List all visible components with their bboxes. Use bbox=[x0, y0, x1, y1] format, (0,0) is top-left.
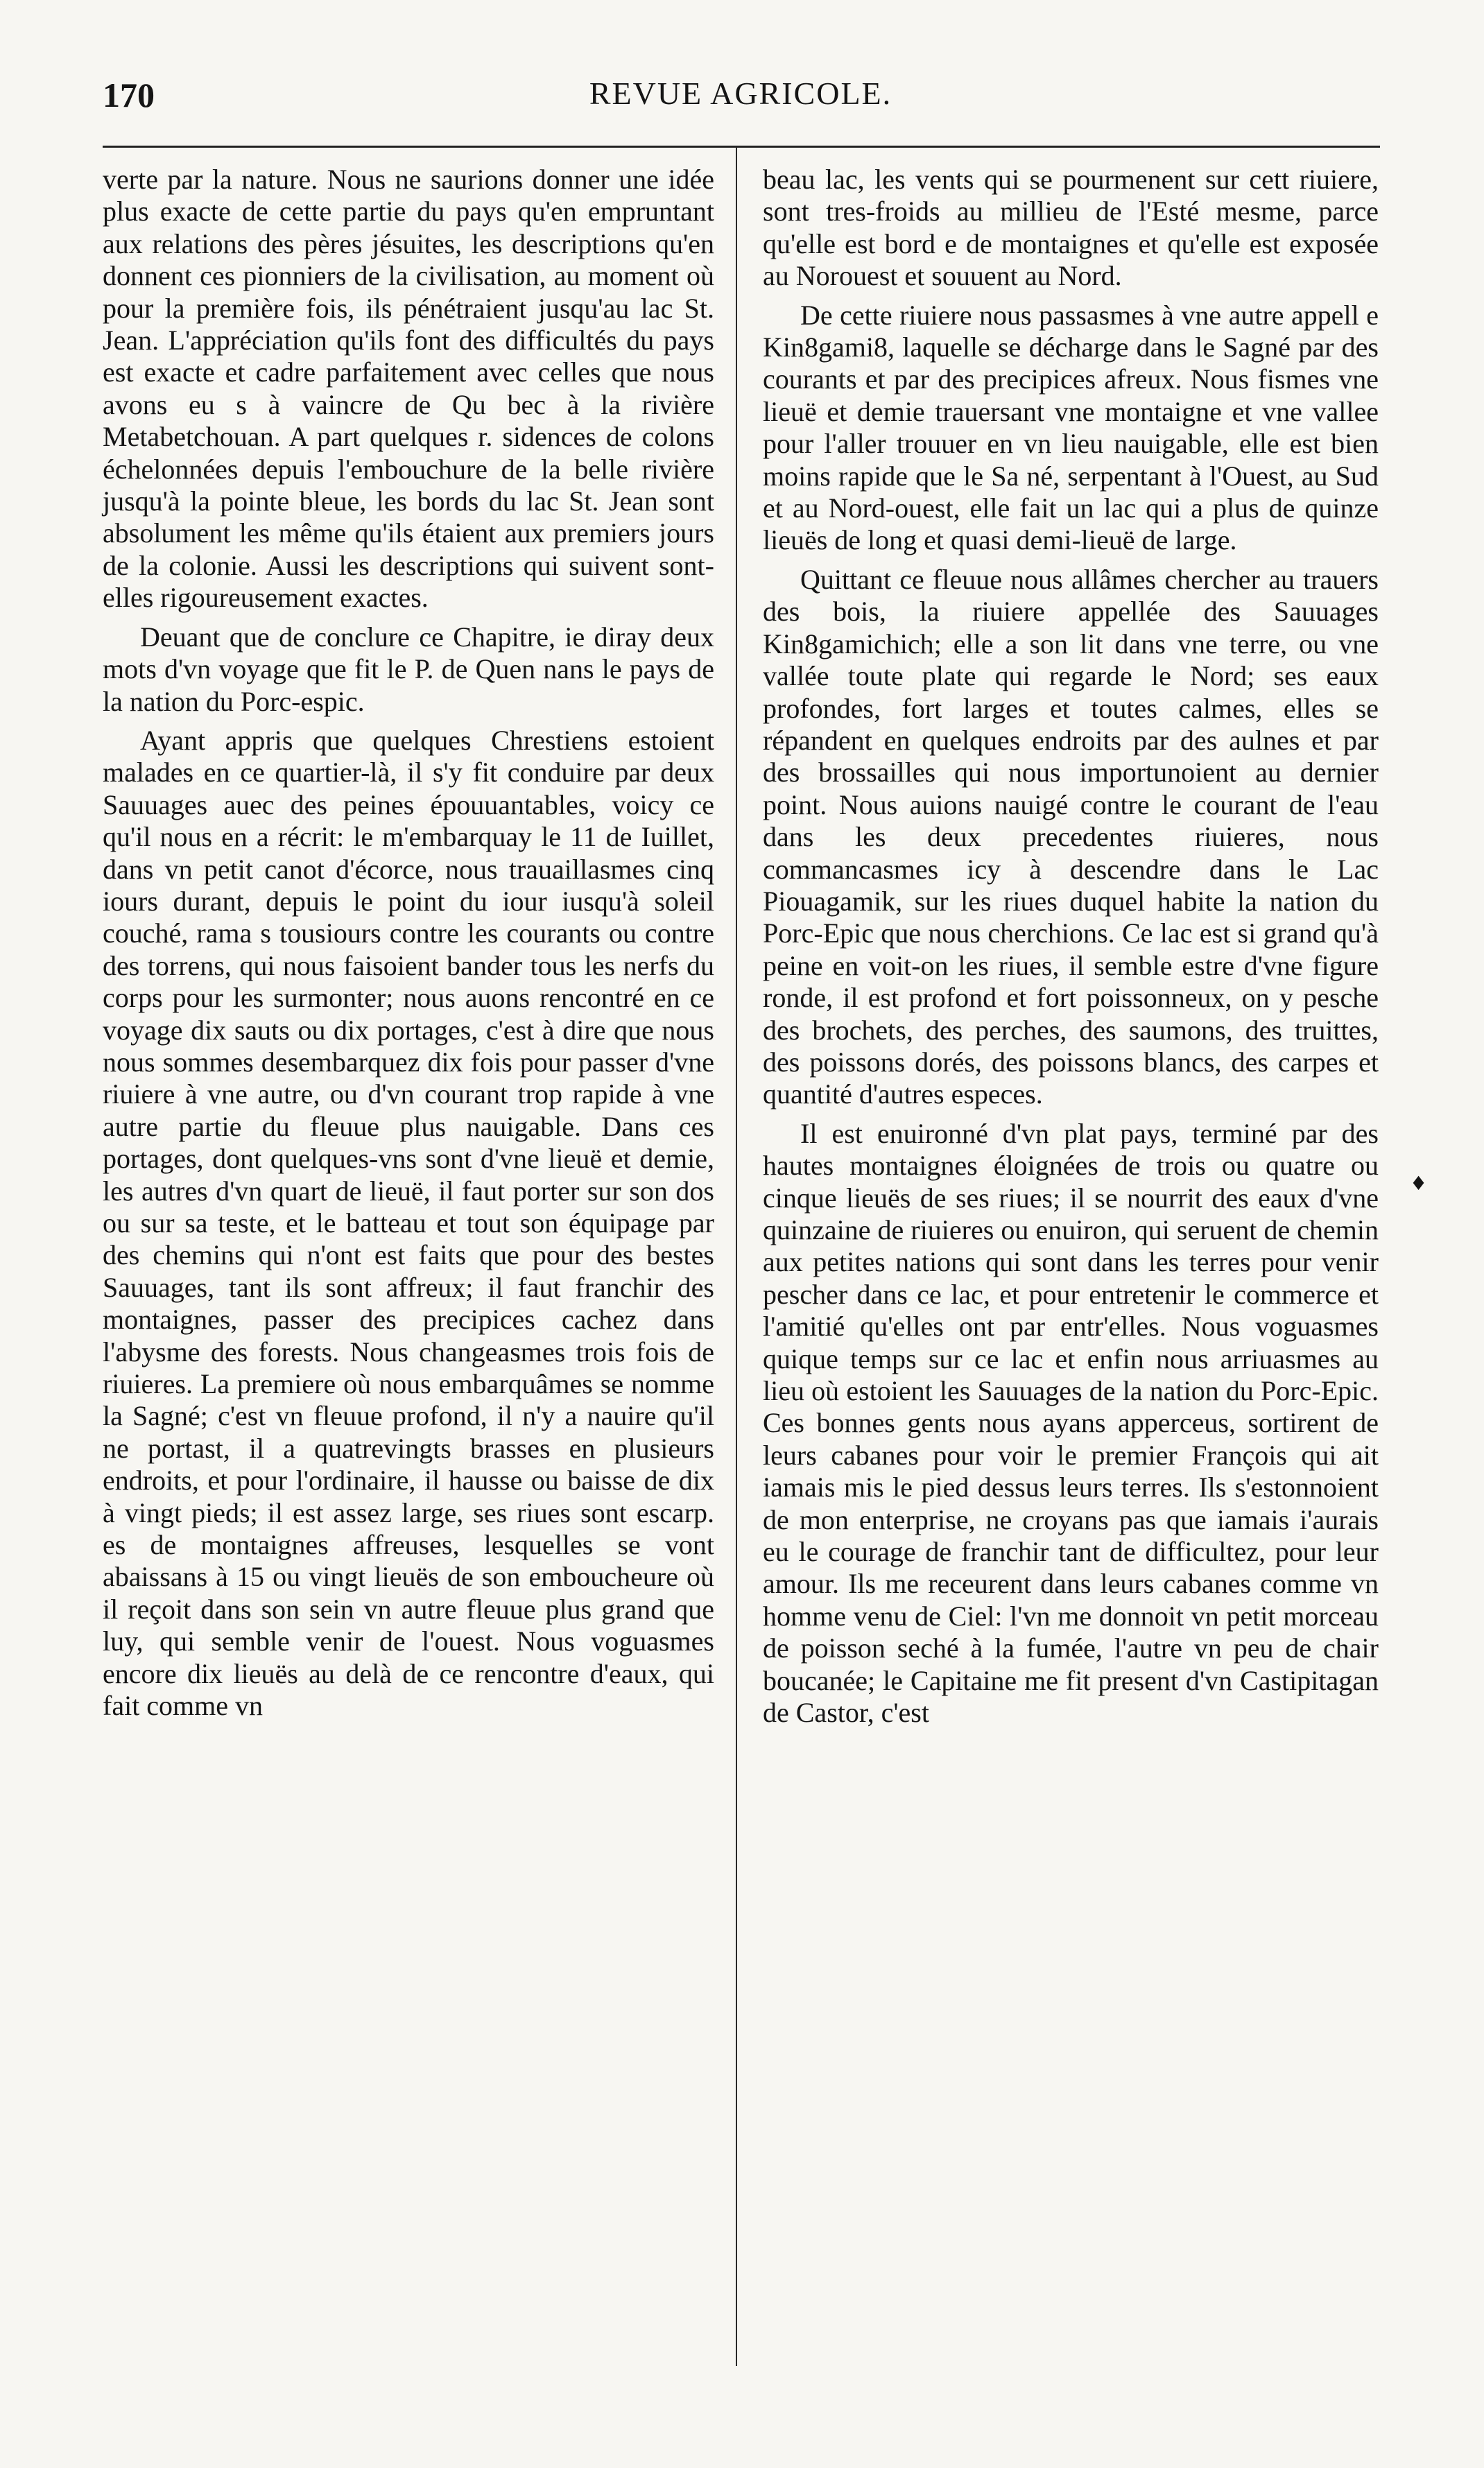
paragraph: verte par la nature. Nous ne saurions donner une idée plus exacte de cette partie du pays qu'en empruntant aux relations des pères jésuites, les descriptions qu'en donnent ces pionniers de la civilisation, au moment où pour la première fois, ils pénétraient jusqu'au lac St. Jean. L'appréciation qu'ils font des difficultés du pays est exacte et cadre parfaitement avec celles que nous avons eu s à vaincre de Qu bec à la rivière Metabetchouan. A part quelques r. sidences de colons échelonnées depuis l'embouchure de la belle rivière jusqu'à la pointe bleue, les bords du lac St. Jean sont absolument les même qu'ils étaient aux premiers jours de la colonie. Aussi les descriptions qui suivent sont-elles rigoureusement exactes. bbox=[103, 164, 714, 614]
paragraph: Il est enuironné d'vn plat pays, terminé par des hautes montaignes éloignées de trois ou quatre ou cinque lieuës de ses riues; il se nourrit des eaux d'vne quinzaine de riuieres ou enuiron, qui seruent de chemin aux petites nations qui sont dans les terres pour venir pescher dans ce lac, et pour entretenir le commerce et l'amitié qu'elles ont par entr'elles. Nous voguasmes quique temps sur ce lac et enfin nous arriuasmes au lieu où estoient les Sauuages de la nation du Porc-Epic. Ces bonnes gents nous ayans apperceus, sortirent de leurs cabanes pour voir le premier François qui ait iamais mis le pied dessus leurs terres. Ils s'estonnoient de mon enterprise, ne croyans pas que iamais i'aurais eu le courage de franchir tant de difficultez, pour leur amour. Ils me receurent dans leurs cabanes comme vn homme venu de Ciel: l'vn me donnoit vn petit morceau de poisson seché à la fumée, l'autre vn peu de chair boucanée; le Capitaine me fit present d'vn Castipitagan de Castor, c'est bbox=[763, 1117, 1379, 1729]
paragraph: Ayant appris que quelques Chrestiens estoient malades en ce quartier-là, il s'y fit conduire par deux Sauuages auec des peines épouuantables, voicy ce qu'il nous en a récrit: le m'embarquay le 11 de Iuillet, dans vn petit canot d'écorce, nous trauaillasmes cinq iours durant, depuis le point du iour iusqu'à soleil couché, rama s tousiours contre les courants ou contre des torrens, qui nous faisoient bander tous les nerfs du corps pour les surmonter; nous auons rencontré en ce voyage dix sauts ou dix portages, c'est à dire que nous nous sommes desembarquez dix fois pour passer d'vne riuiere à vne autre, ou d'vn courant trop rapide à vne autre partie du fleuue plus nauigable. Dans ces portages, dont quelques-vns sont d'vne lieuë et demie, les autres d'vn quart de lieuë, il faut porter sur son dos ou sur sa teste, et le batteau et tout son équipage par des chemins qui n'ont est faits que pour des bestes Sauuages, tant ils sont affreux; il faut franchir des montaignes, passer des precipices cachez dans l'abysme des forests. Nous changeasmes trois fois de riuieres. La premiere où nous embarquâmes se nomme la Sagné; c'est vn fleuue profond, il n'y a nauire qu'il ne portast, il a quatrevingts brasses en plusieurs endroits, et pour l'ordinaire, il hausse ou baisse de dix à vingt pieds; il est assez large, ses riues sont escarp. es de montaignes affreuses, lesquelles se vont abaissans à 15 ou vingt lieuës de son emboucheure où il reçoit dans son sein vn autre fleuue plus grand que luy, qui semble venir de l'ouest. Nous voguasmes encore dix lieuës au delà de ce rencontre d'eaux, qui fait comme vn bbox=[103, 724, 714, 1722]
paragraph: Quittant ce fleuue nous allâmes chercher au trauers des bois, la riuiere appellée des Sauuages Kin8gamichich; elle a son lit dans vne terre, ou vne vallée toute plate qui regarde le Nord; ses eaux profondes, fort larges et toutes calmes, elles se répandent en quelques endroits par des aulnes et par des brossailles qui nous importunoient au dernier point. Nous auions nauigé contre le courant de l'eau dans les deux precedentes riuieres, nous commancasmes icy à descendre dans le Lac Piouagamik, sur les riues duquel habite la nation du Porc-Epic que nous cherchions. Ce lac est si grand qu'à peine en voit-on les riues, il semble estre d'vne figure ronde, il est profond et fort poissonneux, on y pesche des brochets, des perches, des saumons, des truittes, des poissons dorés, des poissons blancs, des carpes et quantité d'autres especes. bbox=[763, 563, 1379, 1110]
page-number: 170 bbox=[103, 76, 155, 114]
running-head: REVUE AGRICOLE. bbox=[589, 76, 892, 111]
page-header bbox=[103, 75, 1379, 123]
paragraph: De cette riuiere nous passasmes à vne autre appell e Kin8gami8, laquelle se décharge dans le Sagné par des courants et par des precipices afreux. Nous fismes vne lieuë et demie trauersant vne montaigne et vne vallee pour l'aller trouuer en vn lieu nauigable, elle est bien moins rapide que le Sa né, serpentant à l'Ouest, au Sud et au Nord-ouest, elle fait un lac qui a plus de quinze lieuës de long et quasi demi-lieuë de large. bbox=[763, 299, 1379, 556]
column-divider bbox=[736, 147, 737, 2366]
right-column bbox=[763, 164, 1379, 1736]
left-column bbox=[103, 164, 714, 1729]
paragraph: Deuant que de conclure ce Chapitre, ie diray deux mots d'vn voyage que fit le P. de Quen nans le pays de la nation du Porc-espic. bbox=[103, 621, 714, 717]
margin-mark-icon: ♦ bbox=[1410, 1172, 1428, 1195]
paragraph: beau lac, les vents qui se pourmenent sur cett riuiere, sont tres-froids au millieu de l'Esté mesme, parce qu'elle est bord e de montaignes et qu'elle est exposée au Norouest et souuent au Nord. bbox=[763, 164, 1379, 292]
header-rule bbox=[103, 146, 1380, 148]
